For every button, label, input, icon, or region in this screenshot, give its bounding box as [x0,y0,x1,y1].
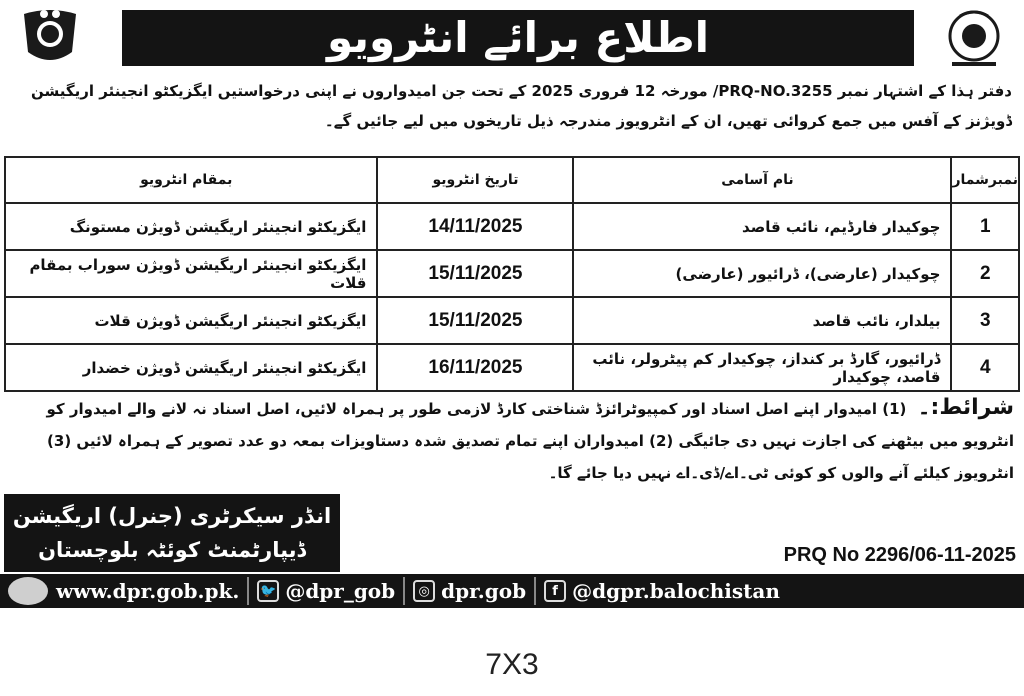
row-date: 16/11/2025 [377,344,573,391]
instagram-handle: dpr.gob [441,579,527,603]
row-serial: 3 [951,297,1019,344]
table-header-row [5,157,1019,203]
footer-instagram[interactable] [405,574,534,608]
row-post: چوکیدار (عارضی)، ڈرائیور (عارضی) [573,250,951,297]
footer-website[interactable] [0,574,247,608]
reference-number: PRQ No 2296/06-11-2025 [783,544,1016,566]
row-date: 14/11/2025 [377,203,573,250]
row-serial: 2 [951,250,1019,297]
intro-paragraph: دفتر ہذا کے اشتہار نمبر PRQ-NO.3255/ مورخہ 12 فروری 2025 کے تحت جن امیدواروں نے اپنی درخواستیں ایگزیکٹو انجینئر اریگیشن ڈویژنز کے آفس میں جمع کروائی تھیں، ان کے انٹرویوز مندرجہ ذیل تاریخوں میں لیے جائیں گے۔ [31,82,1012,130]
website-text: www.dpr.gob.pk. [56,579,240,603]
signature-line-2: ڈیپارٹمنٹ کوئٹہ بلوچستان [38,538,306,562]
row-date: 15/11/2025 [377,297,573,344]
row-venue: ایگزیکٹو انجینئر اریگیشن ڈویژن خضدار [5,344,377,391]
globe-icon [8,577,48,605]
interview-schedule-table [4,156,1020,392]
conditions-heading: شرائط:۔ [917,395,1014,420]
row-post: ڈرائیور، گارڈ بر کنداز، چوکیدار کم پیٹرولر، نائب قاصد، چوکیدار [573,344,951,391]
header-serial: نمبرشمار [951,157,1019,203]
table-row [5,250,1019,297]
row-venue: ایگزیکٹو انجینئر اریگیشن ڈویژن سوراب بمقام قلات [5,250,377,297]
header-post: نام آسامی [573,157,951,203]
government-seal-icon [934,6,1014,70]
table-row [5,203,1019,250]
header-date: تاریخ انٹرویو [377,157,573,203]
instagram-icon: ◎ [413,580,435,602]
balochistan-emblem-icon [10,6,90,70]
header [10,6,1014,70]
conditions-text: (1) امیدوار اپنے اصل اسناد اور کمپیوٹرائزڈ شناختی کارڈ لازمی طور پر ہمراہ لائیں، اصل اسناد نہ لانے والے امیدوار کو انٹرویو میں بیٹھنے کی اجازت نہیں دی جائیگی (2) امیدواران اپنے تمام تصدیق شدہ دستاویزات بمعہ دو عدد تصویر کے ہمراہ لائیں (3) انٹرویوز کیلئے آنے والوں کو کوئی ٹی۔اے/ڈی۔اے نہیں دیا جائے گا۔ [46,400,1014,482]
row-post: بیلدار، نائب قاصد [573,297,951,344]
row-serial: 4 [951,344,1019,391]
table-row [5,297,1019,344]
row-post: چوکیدار فارڈیم، نائب قاصد [573,203,951,250]
ad-size-label: 7X3 [485,648,539,681]
table-row [5,344,1019,391]
header-venue: بمقام انٹرویو [5,157,377,203]
twitter-handle: @dpr_gob [285,579,396,603]
signature-block [4,494,340,572]
twitter-icon: 🐦 [257,580,279,602]
row-date: 15/11/2025 [377,250,573,297]
row-venue: ایگزیکٹو انجینئر اریگیشن ڈویژن مستونگ [5,203,377,250]
facebook-handle: @dgpr.balochistan [572,579,780,603]
footer-twitter[interactable] [249,574,403,608]
conditions-section [10,392,1014,489]
facebook-icon: f [544,580,566,602]
footer-facebook[interactable] [536,574,788,608]
footer-bar [0,574,1024,608]
row-serial: 1 [951,203,1019,250]
page-title: اطلاع برائے انٹرویو [122,10,914,66]
signature-line-1: انڈر سیکرٹری (جنرل) اریگیشن [12,504,332,528]
row-venue: ایگزیکٹو انجینئر اریگیشن ڈویژن قلات [5,297,377,344]
